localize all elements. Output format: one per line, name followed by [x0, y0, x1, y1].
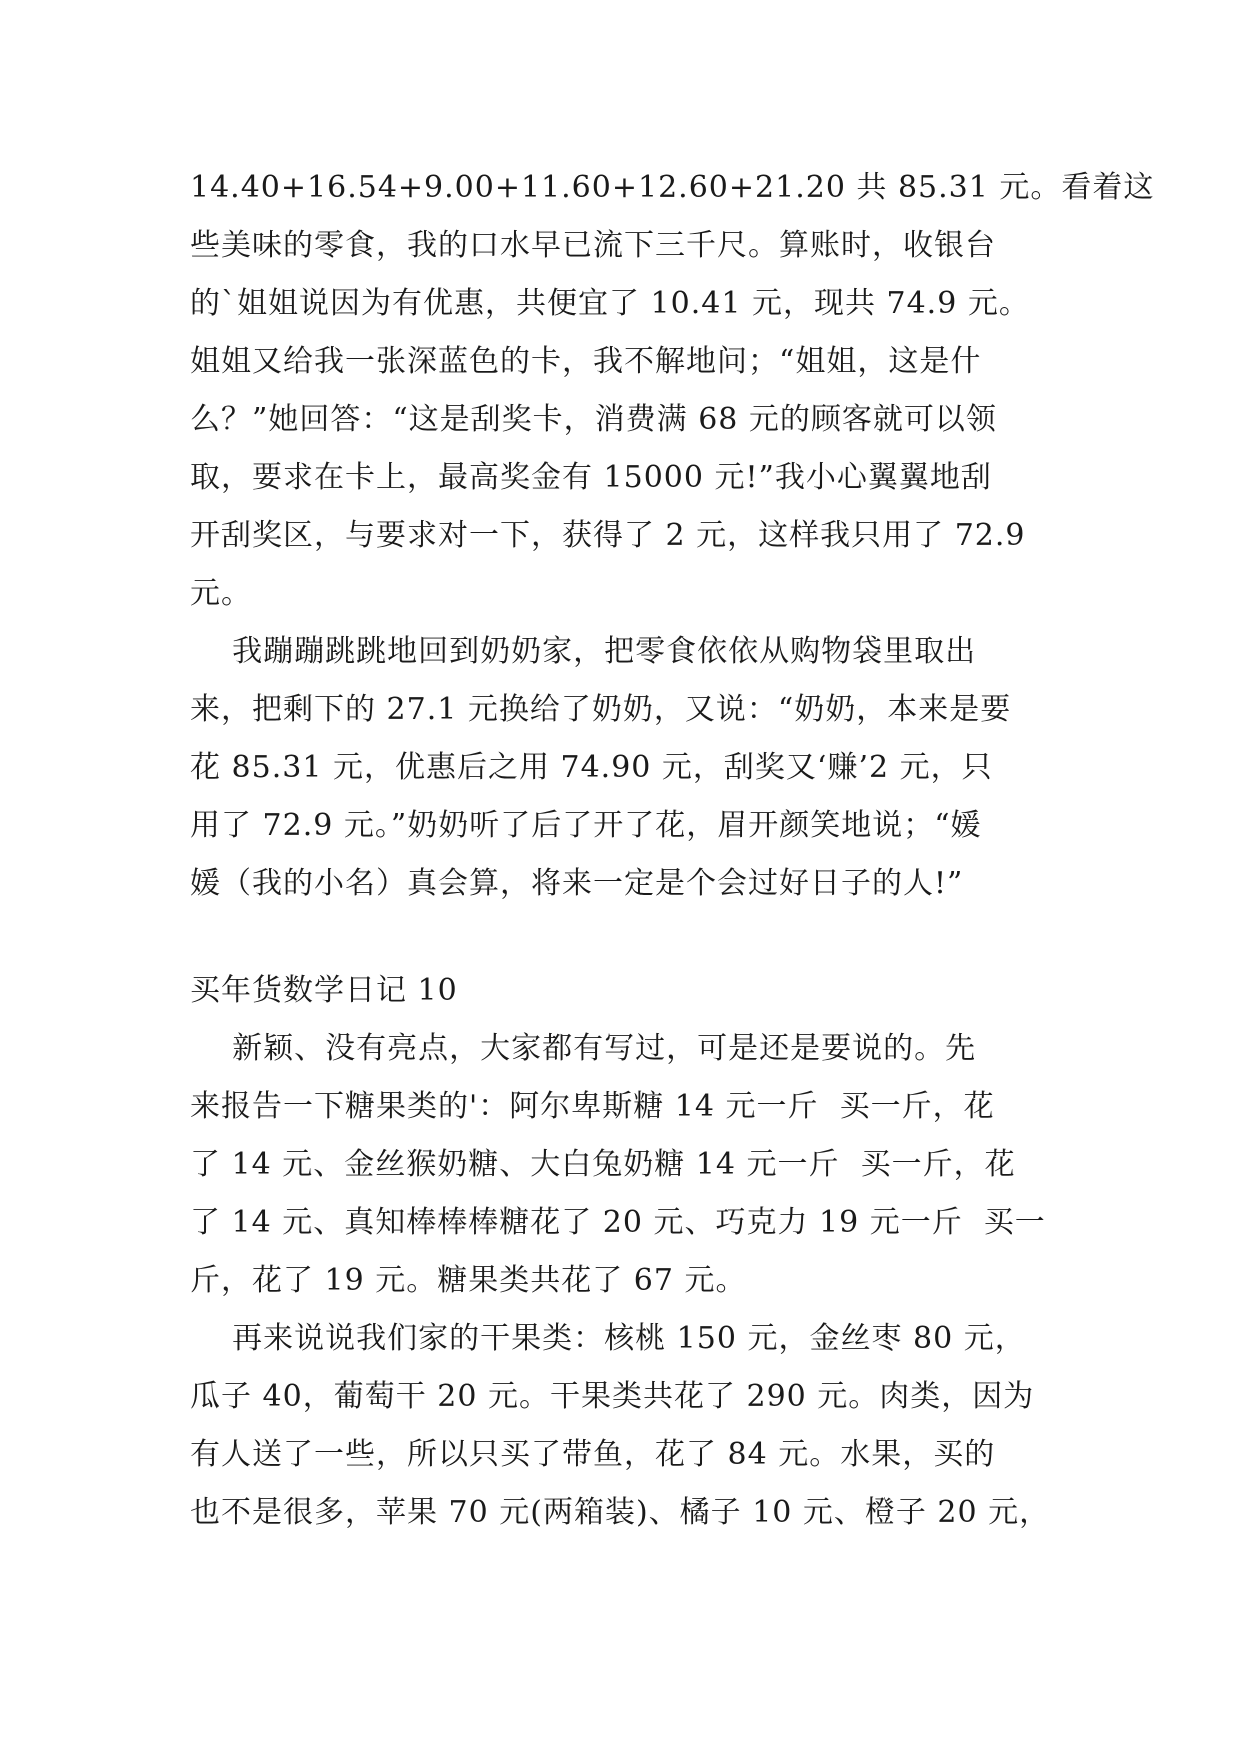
text-line: 的`姐姐说因为有优惠，共便宜了 10.41 元，现共 74.9 元。 — [190, 286, 1030, 321]
text-line: 了 14 元、真知棒棒棒糖花了 20 元、巧克力 19 元一斤 买一 — [190, 1205, 1046, 1240]
text-line: 再来说说我们家的干果类：核桃 150 元，金丝枣 80 元， — [190, 1321, 1026, 1356]
text-line: 新颖、没有亮点，大家都有写过，可是还是要说的。先 — [190, 1031, 977, 1066]
text-line: 花 85.31 元，优惠后之用 74.90 元，刮奖又‘赚’2 元，只 — [190, 750, 993, 785]
text-line: 瓜子 40，葡萄干 20 元。干果类共花了 290 元。肉类，因为 — [190, 1379, 1035, 1414]
text-line: 开刮奖区，与要求对一下，获得了 2 元，这样我只用了 72.9 — [190, 518, 1026, 553]
text-line: 么？”她回答：“这是刮奖卡，消费满 68 元的顾客就可以领 — [190, 402, 997, 437]
text-line: 14.40+16.54+9.00+11.60+12.60+21.20 共 85.31 元。看着这 — [190, 170, 1155, 205]
text-line: 有人送了一些，所以只买了带鱼，花了 84 元。水果，买的 — [190, 1437, 996, 1472]
text-line: 用了 72.9 元。”奶奶听了后了开了花，眉开颜笑地说；“媛 — [190, 808, 982, 843]
text-line: 元。 — [190, 576, 252, 611]
text-line: 我蹦蹦跳跳地回到奶奶家，把零食依依从购物袋里取出 — [190, 634, 977, 669]
text-line: 了 14 元、金丝猴奶糖、大白兔奶糖 14 元一斤 买一斤，花 — [190, 1147, 1016, 1182]
text-line: 些美味的零食，我的口水早已流下三千尺。算账时，收银台 — [190, 228, 996, 263]
text-line: 来报告一下糖果类的'：阿尔卑斯糖 14 元一斤 买一斤，花 — [190, 1089, 995, 1124]
text-line: 媛（我的小名）真会算，将来一定是个会过好日子的人!” — [190, 866, 964, 901]
section-2-body — [190, 1020, 1058, 1542]
text-line: 来，把剩下的 27.1 元换给了奶奶，又说：“奶奶，本来是要 — [190, 692, 1012, 727]
text-line: 斤，花了 19 元。糖果类共花了 67 元。 — [190, 1263, 747, 1298]
text-line: 取，要求在卡上，最高奖金有 15000 元!”我小心翼翼地刮 — [190, 460, 992, 495]
text-line: 姐姐又给我一张深蓝色的卡，我不解地问；“姐姐，这是什 — [190, 344, 982, 379]
text-line: 也不是很多，苹果 70 元(两箱装)、橘子 10 元、橙子 20 元， — [190, 1495, 1051, 1530]
section-1-body — [190, 159, 1155, 913]
section-2-title: 买年货数学日记 10 — [190, 973, 458, 1008]
